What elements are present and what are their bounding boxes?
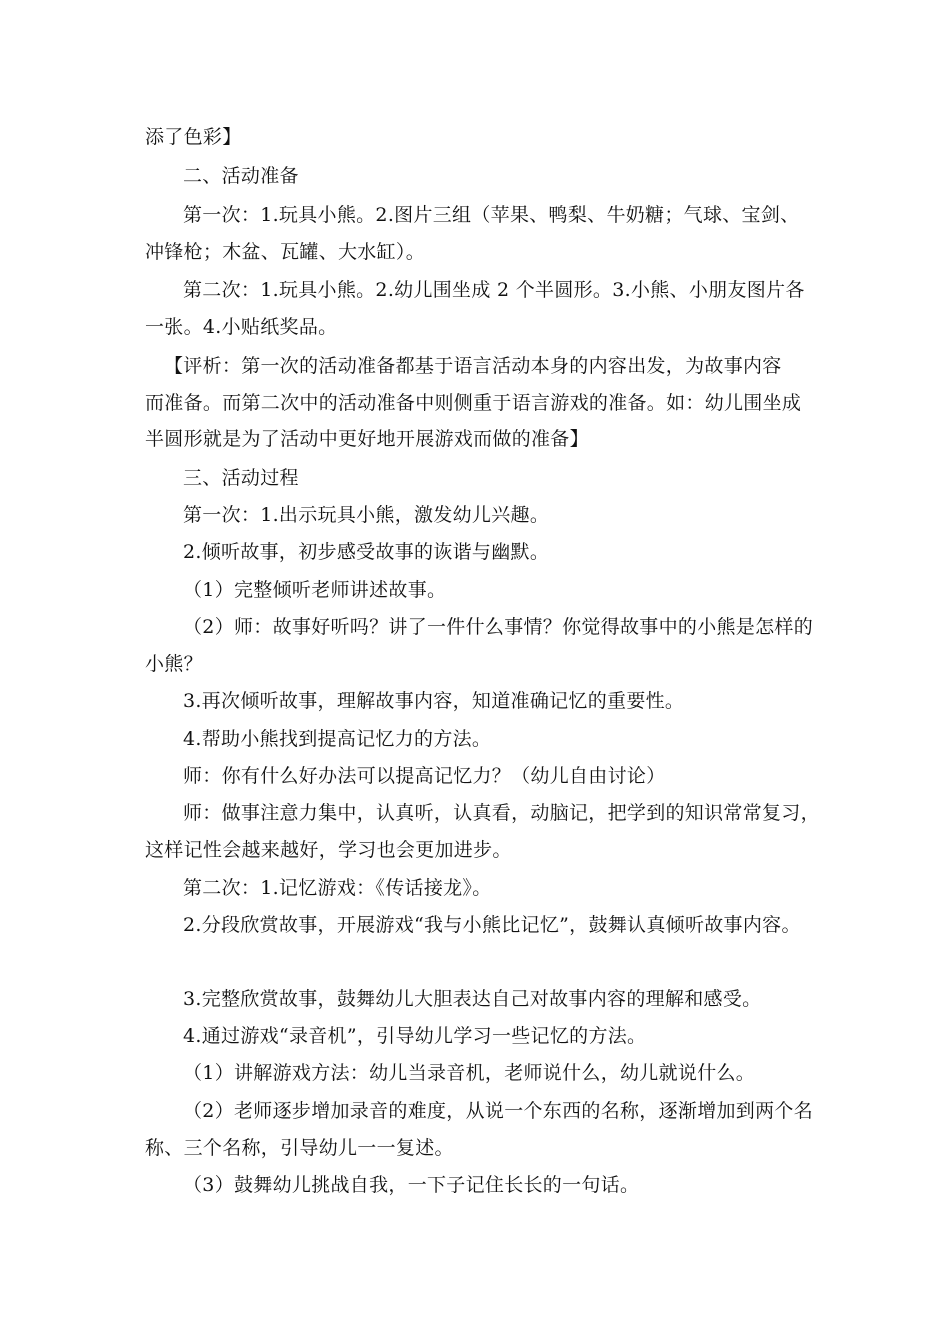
text-line: 4.帮助小熊找到提高记忆力的方法。 xyxy=(183,728,492,750)
text-line: （1）讲解游戏方法：幼儿当录音机，老师说什么，幼儿就说什么。 xyxy=(183,1062,756,1084)
text-line: 称、三个名称，引导幼儿一一复述。 xyxy=(145,1137,454,1159)
text-line: 2.分段欣赏故事，开展游戏“我与小熊比记忆”，鼓舞认真倾听故事内容。 xyxy=(183,914,801,936)
text-line: （1）完整倾听老师讲述故事。 xyxy=(183,579,447,601)
text-line: 师：做事注意力集中，认真听，认真看，动脑记，把学到的知识常常复习， xyxy=(183,802,820,824)
text-line: 3.完整欣赏故事，鼓舞幼儿大胆表达自己对故事内容的理解和感受。 xyxy=(183,988,762,1010)
section-heading: 二、活动准备 xyxy=(183,165,299,187)
text-line: 第一次：1.出示玩具小熊，激发幼儿兴趣。 xyxy=(183,504,550,526)
text-line: 小熊？ xyxy=(145,653,203,675)
text-line: 一张。4.小贴纸奖品。 xyxy=(145,316,338,338)
text-line: 添了色彩】 xyxy=(145,126,242,148)
text-line: 2.倾听故事，初步感受故事的诙谐与幽默。 xyxy=(183,541,550,563)
section-heading: 三、活动过程 xyxy=(183,467,299,489)
text-line: 3.再次倾听故事，理解故事内容，知道准确记忆的重要性。 xyxy=(183,690,685,712)
text-line: 师：你有什么好办法可以提高记忆力？（幼儿自由讨论） xyxy=(183,765,666,787)
text-line: 半圆形就是为了活动中更好地开展游戏而做的准备】 xyxy=(145,428,589,450)
text-line: 第一次：1.玩具小熊。2.图片三组（苹果、鸭梨、牛奶糖；气球、宝剑、 xyxy=(183,204,800,226)
text-line: 冲锋枪；木盆、瓦罐、大水缸）。 xyxy=(145,241,426,263)
text-line: （3）鼓舞幼儿挑战自我，一下子记住长长的一句话。 xyxy=(183,1174,640,1196)
text-line: 而准备。而第二次中的活动准备中则侧重于语言游戏的准备。如：幼儿围坐成 xyxy=(145,392,802,414)
text-line: （2）师：故事好听吗？讲了一件什么事情？你觉得故事中的小熊是怎样的 xyxy=(183,616,813,638)
text-line: 【评析：第一次的活动准备都基于语言活动本身的内容出发，为故事内容 xyxy=(164,355,782,377)
text-line: 4.通过游戏“录音机”，引导幼儿学习一些记忆的方法。 xyxy=(183,1025,647,1047)
text-line: 第二次：1.玩具小熊。2.幼儿围坐成 2 个半圆形。3.小熊、小朋友图片各 xyxy=(183,279,805,301)
text-line: （2）老师逐步增加录音的难度，从说一个东西的名称，逐渐增加到两个名 xyxy=(183,1100,813,1122)
text-line: 第二次：1.记忆游戏：《传话接龙》。 xyxy=(183,877,492,899)
text-line: 这样记性会越来越好，学习也会更加进步。 xyxy=(145,839,512,861)
